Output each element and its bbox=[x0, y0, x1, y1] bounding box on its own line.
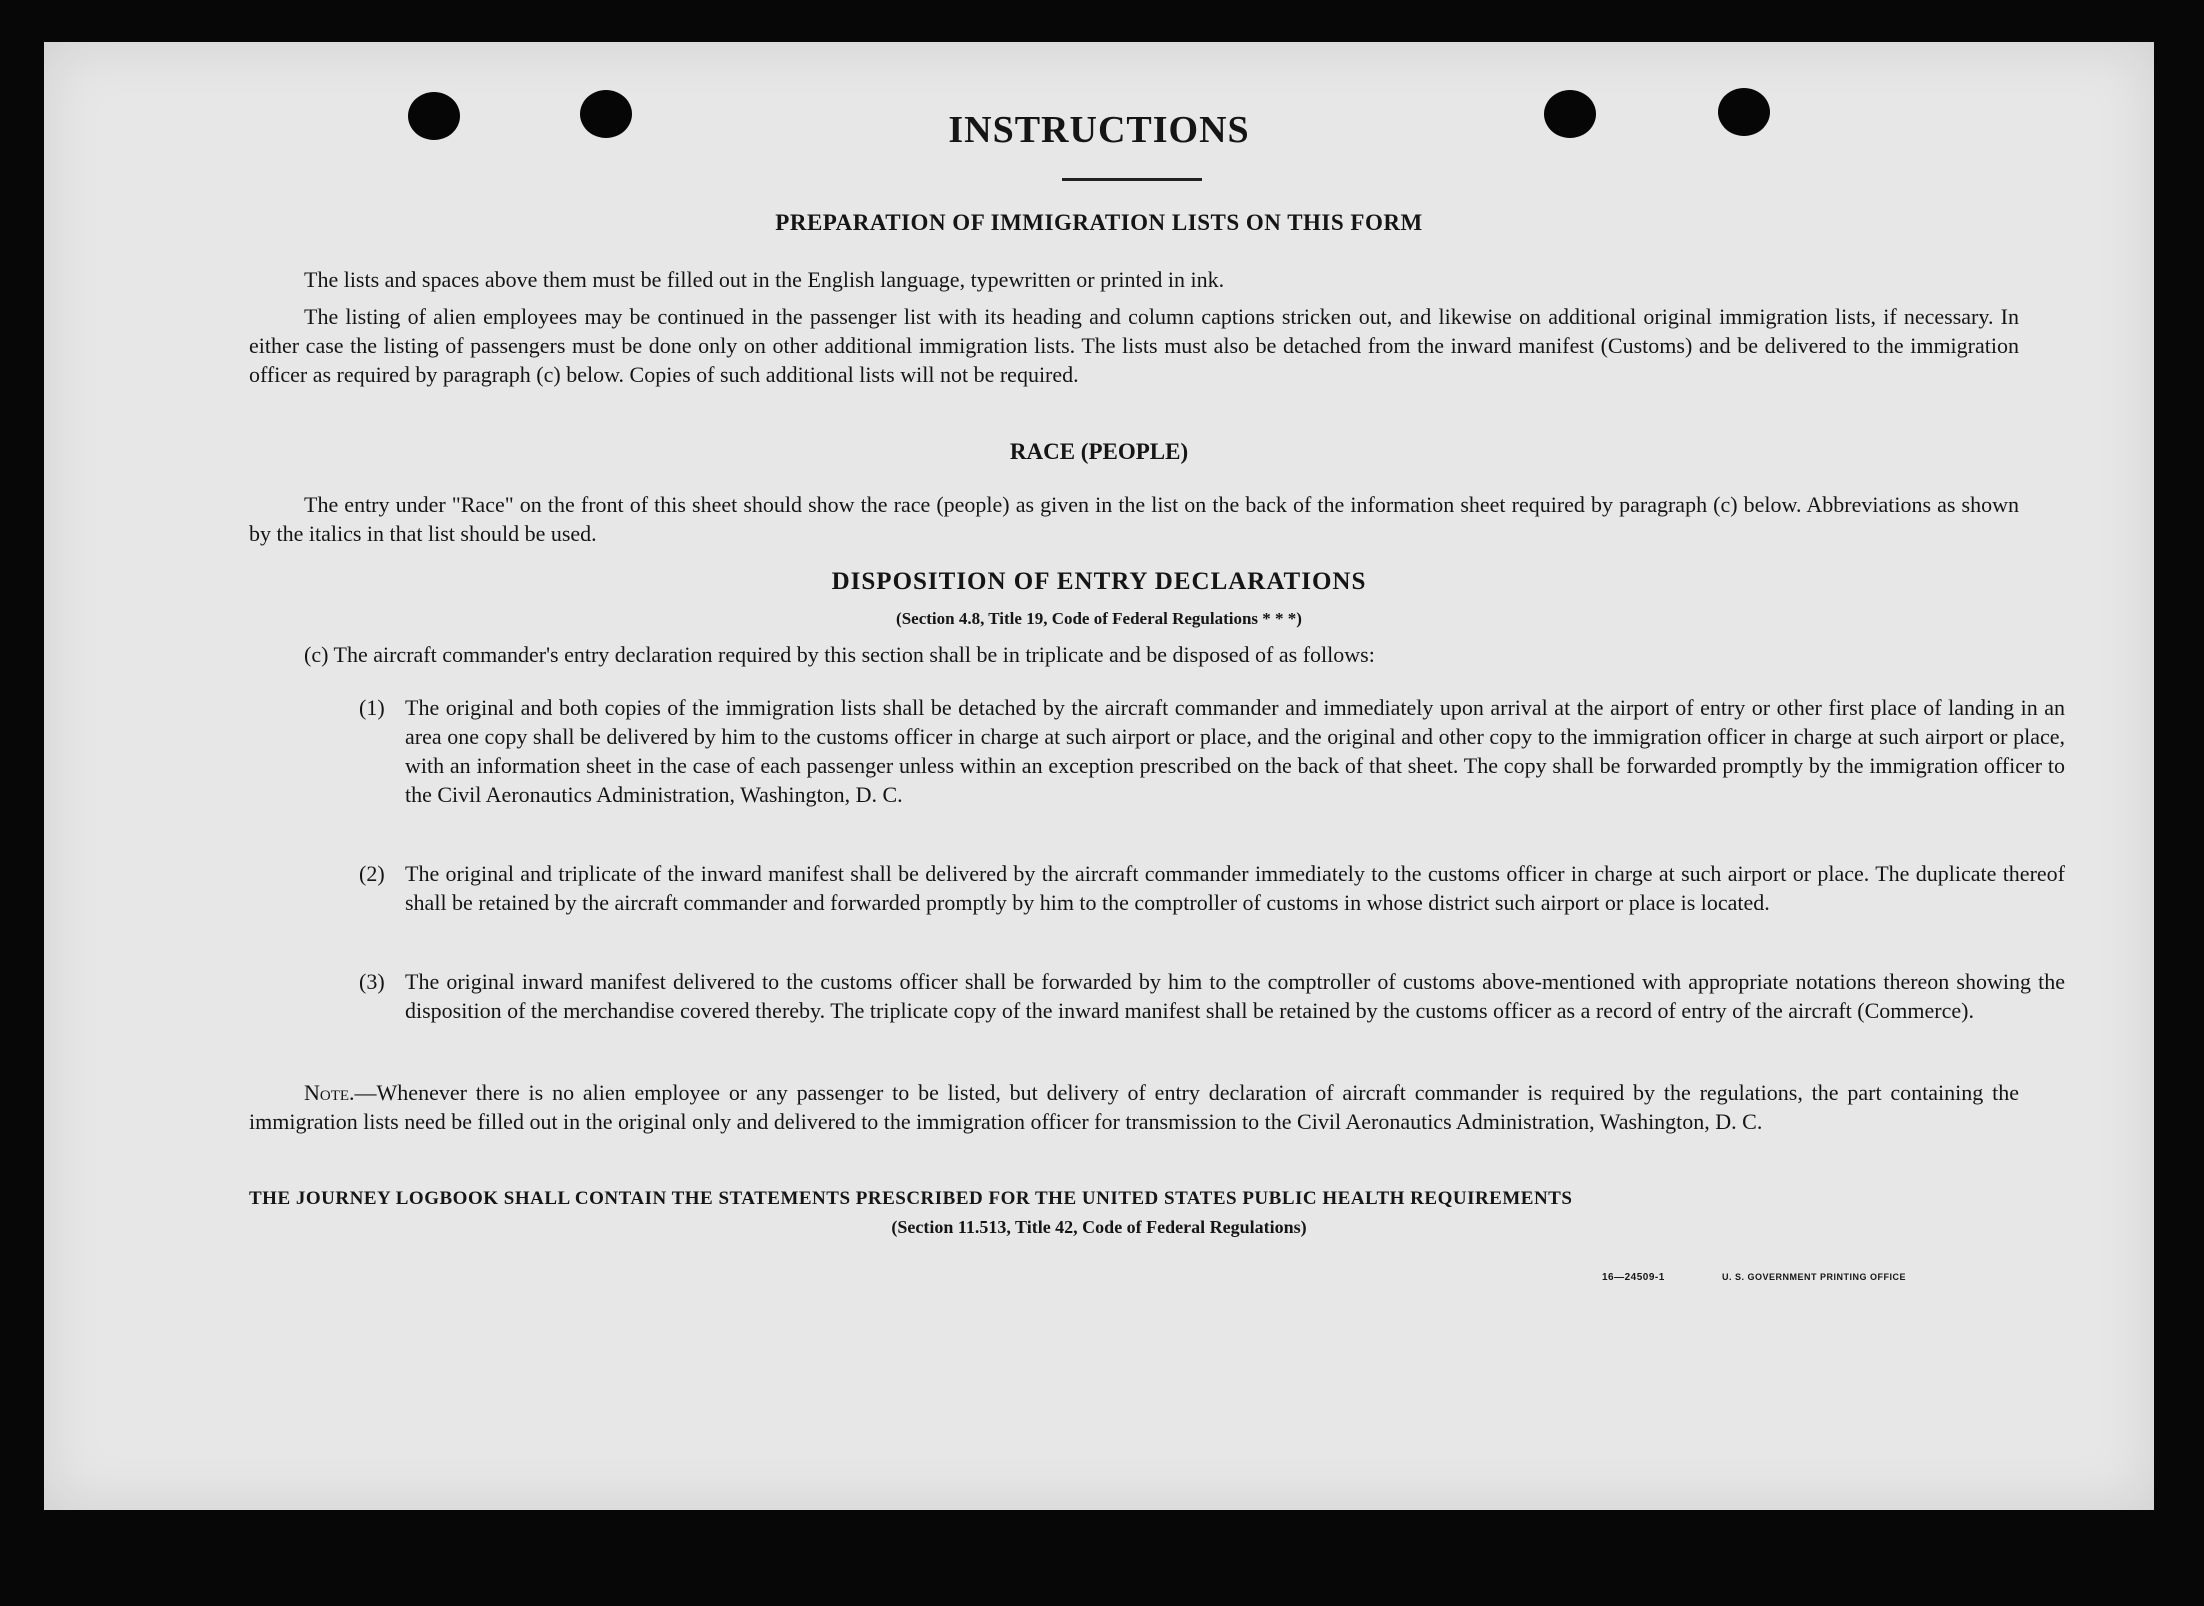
item-text: The original and triplicate of the inward manifest shall be delivered by the aircraft commander immediately to the customs officer in charge at such airport or place. The duplicate thereof shall be retained by the aircraft commander and forwarded promptly by him to the comptroller of customs in whose district such airport or place is located. bbox=[405, 861, 2065, 915]
page-title: INSTRUCTIONS bbox=[948, 109, 1250, 151]
race-paragraph: The entry under "Race" on the front of this sheet should show the race (people) as given in the list on the back of the information sheet required by paragraph (c) below. Abbreviations as shown by the italics in that list should be used. bbox=[249, 492, 2019, 546]
prep-heading: PREPARATION OF IMMIGRATION LISTS ON THIS FORM bbox=[775, 210, 1423, 235]
logbook-citation: (Section 11.513, Title 42, Code of Federal Regulations) bbox=[891, 1217, 1307, 1237]
logbook-statement: THE JOURNEY LOGBOOK SHALL CONTAIN THE STATEMENTS PRESCRIBED FOR THE UNITED STATES PUBLIC HEALTH REQUIREMENTS bbox=[249, 1188, 1573, 1209]
disposition-item-2 bbox=[359, 859, 2065, 917]
prep-paragraph-1: The lists and spaces above them must be filled out in the English language, typewritten or printed in ink. bbox=[304, 267, 1225, 292]
item-text: The original and both copies of the immigration lists shall be detached by the aircraft commander and immediately upon arrival at the airport of entry or other first place of landing in an area one copy shall be delivered by him to the customs officer in charge at such airport or place, and the original and other copy to the immigration officer in charge at such airport or place, with an information sheet in the case of each passenger unless within an exception prescribed on the back of that sheet. The copy shall be forwarded promptly by the immigration officer to the Civil Aeronautics Administration, Washington, D. C. bbox=[405, 695, 2065, 807]
item-number: (1) bbox=[359, 695, 385, 720]
item-text: The original inward manifest delivered to the customs officer shall be forwarded by him to the comptroller of customs above-mentioned with appropriate notations thereon showing the disposition of the merchandise covered thereby. The triplicate copy of the inward manifest shall be retained by the customs officer as a record of entry of the aircraft (Commerce). bbox=[405, 969, 2065, 1023]
note-label: Note. bbox=[304, 1080, 355, 1105]
printer-imprint: U. S. GOVERNMENT PRINTING OFFICE bbox=[1722, 1272, 1907, 1282]
disposition-heading: DISPOSITION OF ENTRY DECLARATIONS bbox=[831, 568, 1367, 595]
note-text: —Whenever there is no alien employee or any passenger to be listed, but delivery of entry declaration of aircraft commander is required by the regulations, the part containing the immigration lists need be filled out in the original only and delivered to the immigration officer for transmission to the Civil Aeronautics Administration, Washington, D. C. bbox=[249, 1080, 2019, 1134]
item-number: (2) bbox=[359, 861, 385, 886]
disposition-item-1 bbox=[359, 693, 2065, 809]
prep-paragraph-2: The listing of alien employees may be continued in the passenger list with its heading and column captions stricken out, and likewise on additional original immigration lists, if necessary. In either case the listing of passengers must be done only on other additional immigration lists. The lists must also be detached from the inward manifest (Customs) and be delivered to the immigration officer as required by paragraph (c) below. Copies of such additional lists will not be required. bbox=[249, 304, 2019, 387]
note-paragraph bbox=[249, 1078, 2019, 1136]
disposition-intro: (c) The aircraft commander's entry declaration required by this section shall be in triplicate and be disposed of as follows: bbox=[304, 642, 1375, 667]
form-code: 16—24509-1 bbox=[1602, 1272, 1665, 1283]
item-number: (3) bbox=[359, 969, 385, 994]
document-sheet bbox=[44, 42, 2154, 1510]
race-heading: RACE (PEOPLE) bbox=[1009, 439, 1189, 464]
title-underline bbox=[1062, 178, 1202, 181]
disposition-subheading: (Section 4.8, Title 19, Code of Federal Regulations * * *) bbox=[896, 609, 1302, 628]
disposition-item-3 bbox=[359, 967, 2065, 1025]
